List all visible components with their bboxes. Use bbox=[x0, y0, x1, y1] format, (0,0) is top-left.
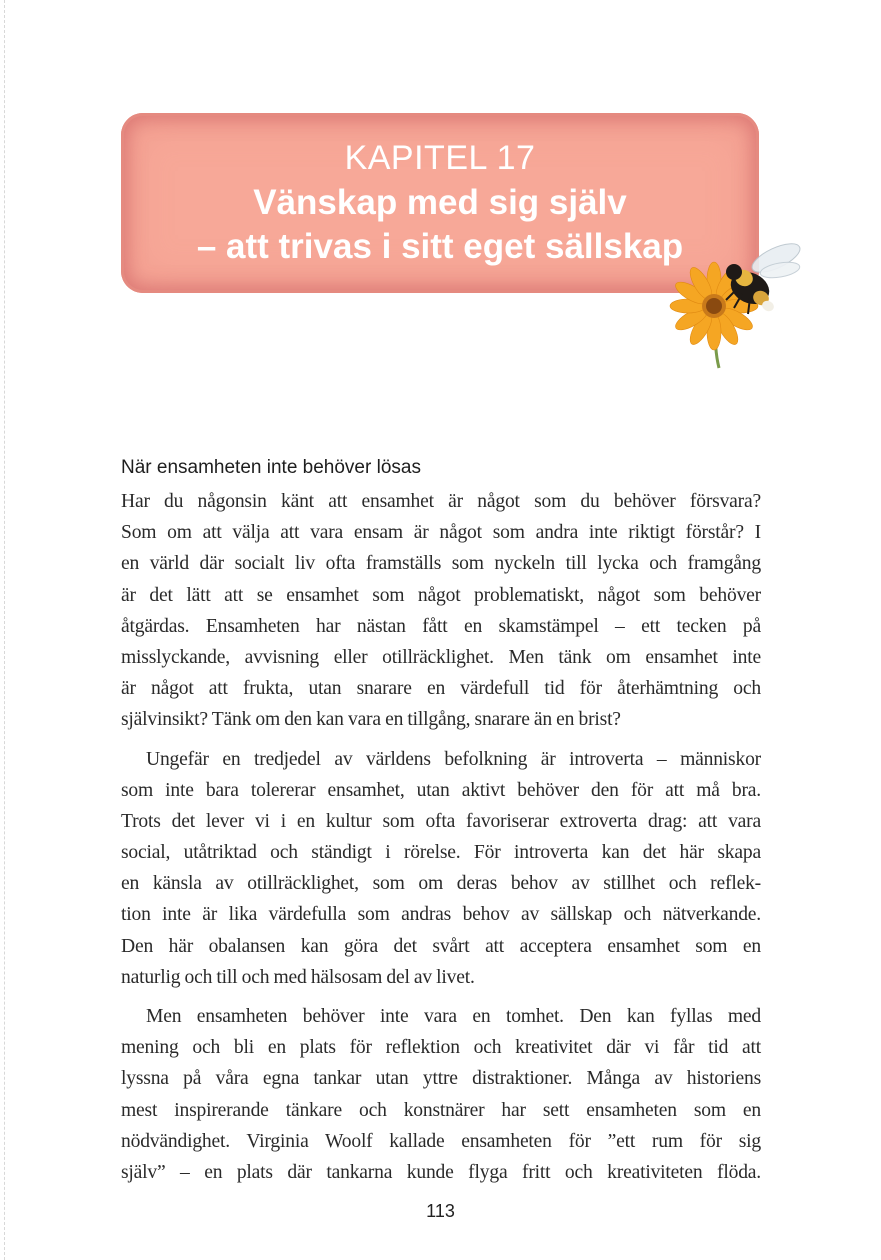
text-line: Har du någonsin känt att ensamhet är något som du behöver försvara? bbox=[121, 491, 761, 512]
paragraph-3 bbox=[121, 1001, 761, 1188]
section-subheading: När ensamheten inte behöver lösas bbox=[121, 457, 421, 478]
text-line: social, utåtriktad och ständigt i rörelse. För introverta kan det här skapa bbox=[121, 842, 761, 864]
text-line: naturlig och till och med hälsosam del av livet. bbox=[121, 966, 475, 988]
text-line: självinsikt? Tänk om den kan vara en tillgång, snarare än en brist? bbox=[121, 709, 621, 731]
text-line: Den här obalansen kan göra det svårt att acceptera ensamhet som en bbox=[121, 935, 761, 957]
text-line: mest inspirerande tänkare och konstnärer har sett ensamheten som en bbox=[121, 1099, 761, 1121]
text-line: är det lätt att se ensamhet som något problematiskt, något som behöver bbox=[121, 584, 761, 606]
chapter-title-line-1: Vänskap med sig själv bbox=[253, 183, 627, 222]
text-line: som inte bara tolererar ensamhet, utan aktivt behöver den för att må bra. bbox=[121, 779, 761, 801]
text-line: är något att frukta, utan snarare en värdefull tid för återhämtning och bbox=[121, 678, 761, 700]
text-line: en värld där socialt liv ofta framställs som nyckeln till lycka och framgång bbox=[121, 553, 761, 575]
text-line: lyssna på våra egna tankar utan yttre distraktioner. Många av historiens bbox=[121, 1068, 761, 1090]
text-line: misslyckande, avvisning eller otillräcklighet. Men tänk om ensamhet inte bbox=[121, 646, 761, 668]
chapter-label: KAPITEL 17 bbox=[344, 139, 536, 177]
bumblebee-on-flower-icon bbox=[664, 228, 814, 373]
text-line: Som om att välja att vara ensam är något som andra inte riktigt förstår? I bbox=[121, 522, 761, 544]
text-line: åtgärdas. Ensamheten har nästan fått en skamstämpel – ett tecken på bbox=[121, 615, 761, 637]
text-line: Ungefär en tredjedel av världens befolkning är introverta – människor bbox=[146, 748, 761, 770]
text-line: Trots det lever vi i en kultur som ofta favoriserar extroverta drag: att vara bbox=[121, 810, 761, 832]
chapter-title-line-2: – att trivas i sitt eget sällskap bbox=[196, 227, 684, 266]
text-line: Men ensamheten behöver inte vara en tomhet. Den kan fyllas med bbox=[146, 1006, 761, 1027]
page-edge bbox=[4, 0, 5, 1260]
paragraph-2 bbox=[121, 744, 761, 994]
text-line: tion inte är lika värdefulla som andras behov av sällskap och nätverkande. bbox=[121, 904, 761, 926]
page-number: 113 bbox=[426, 1201, 455, 1221]
text-line: en känsla av otillräcklighet, som om deras behov av stillhet och reflek- bbox=[121, 873, 761, 895]
text-line: mening och bli en plats för reflektion och kreativitet där vi får tid att bbox=[121, 1037, 761, 1059]
text-line: nödvändighet. Virginia Woolf kallade ensamheten för ”ett rum för sig bbox=[121, 1130, 761, 1152]
body-text bbox=[121, 486, 761, 1188]
paragraph-1 bbox=[121, 486, 761, 736]
text-line: själv” – en plats där tankarna kunde flyga fritt och kreativiteten flöda. bbox=[121, 1161, 761, 1183]
